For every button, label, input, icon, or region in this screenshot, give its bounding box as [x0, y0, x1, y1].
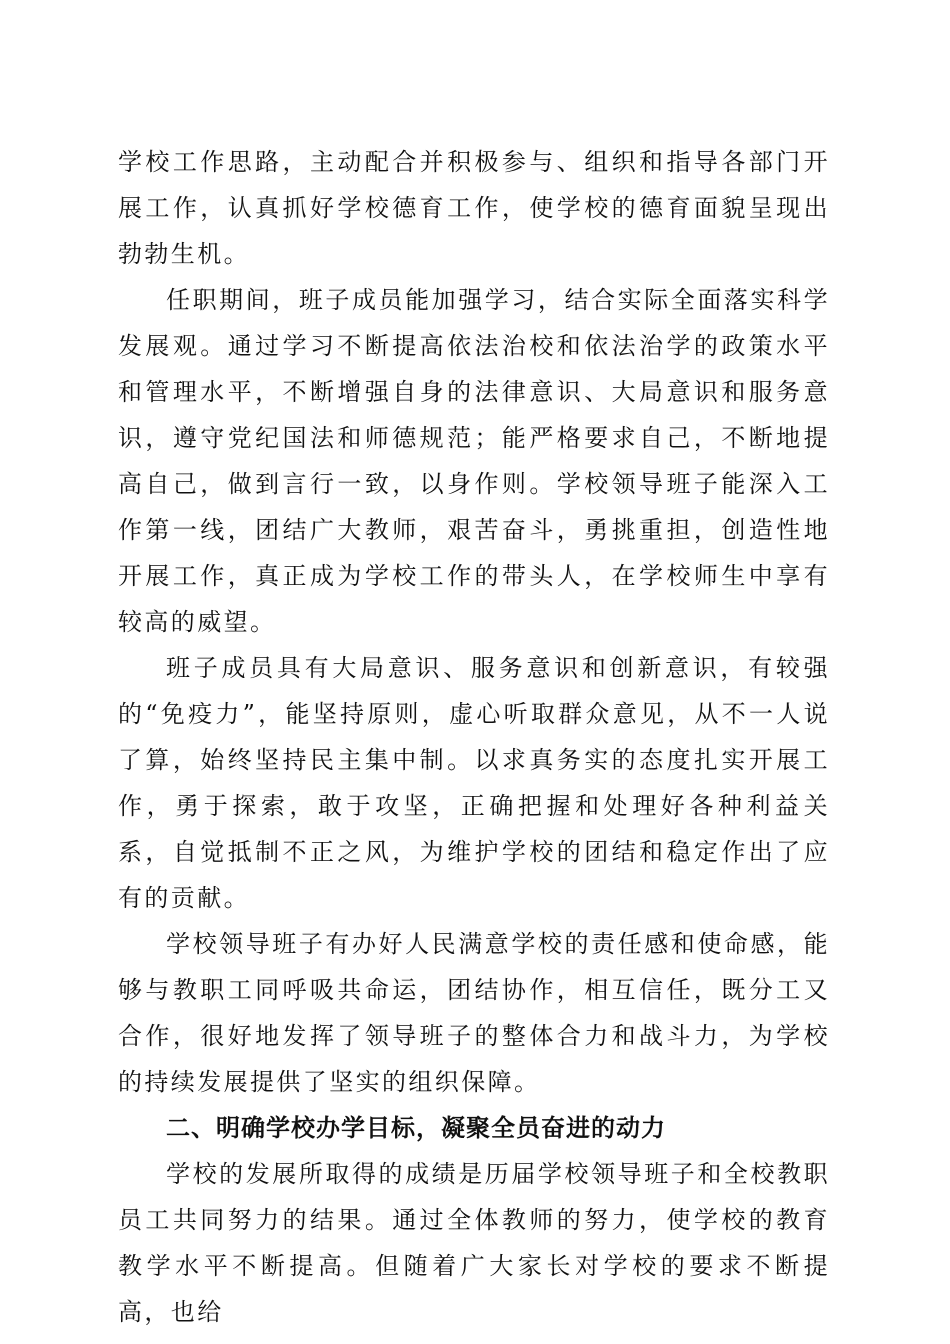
paragraph-study: 任职期间，班子成员能加强学习，结合实际全面落实科学发展观。通过学习不断提高依法治校和依法治学的政策水平和管理水平，不断增强自身的法律意识、大局意识和服务意识，遵守党纪国法和师德规范；能严格要求自己，不断地提高自己，做到言行一致，以身作则。学校领导班子能深入工作第一线，团结广大教师，艰苦奋斗，勇挑重担，创造性地开展工作，真正成为学校工作的带头人，在学校师生中享有较高的威望。 [118, 286, 830, 636]
section-heading: 二、明确学校办学目标，凝聚全员奋进的动力 [166, 1114, 666, 1142]
paragraph-continuation: 学校工作思路，主动配合并积极参与、组织和指导各部门开展工作，认真抓好学校德育工作，使学校的德育面貌呈现出勃勃生机。 [118, 148, 830, 268]
document-body [118, 139, 830, 1335]
paragraph-development: 学校的发展所取得的成绩是历届学校领导班子和全校教职员工共同努力的结果。通过全体教师的努力，使学校的教育教学水平不断提高。但随着广大家长对学校的要求不断提高，也给 [118, 1160, 830, 1326]
paragraph-responsibility: 学校领导班子有办好人民满意学校的责任感和使命感，能够与教职工同呼吸共命运，团结协作，相互信任，既分工又合作，很好地发挥了领导班子的整体合力和战斗力，为学校的持续发展提供了坚实的组织保障。 [118, 930, 830, 1096]
paragraph-awareness: 班子成员具有大局意识、服务意识和创新意识，有较强的“免疫力”，能坚持原则，虚心听取群众意见，从不一人说了算，始终坚持民主集中制。以求真务实的态度扎实开展工作，勇于探索，敢于攻坚，正确把握和处理好各种利益关系，自觉抵制不正之风，为维护学校的团结和稳定作出了应有的贡献。 [118, 654, 830, 912]
